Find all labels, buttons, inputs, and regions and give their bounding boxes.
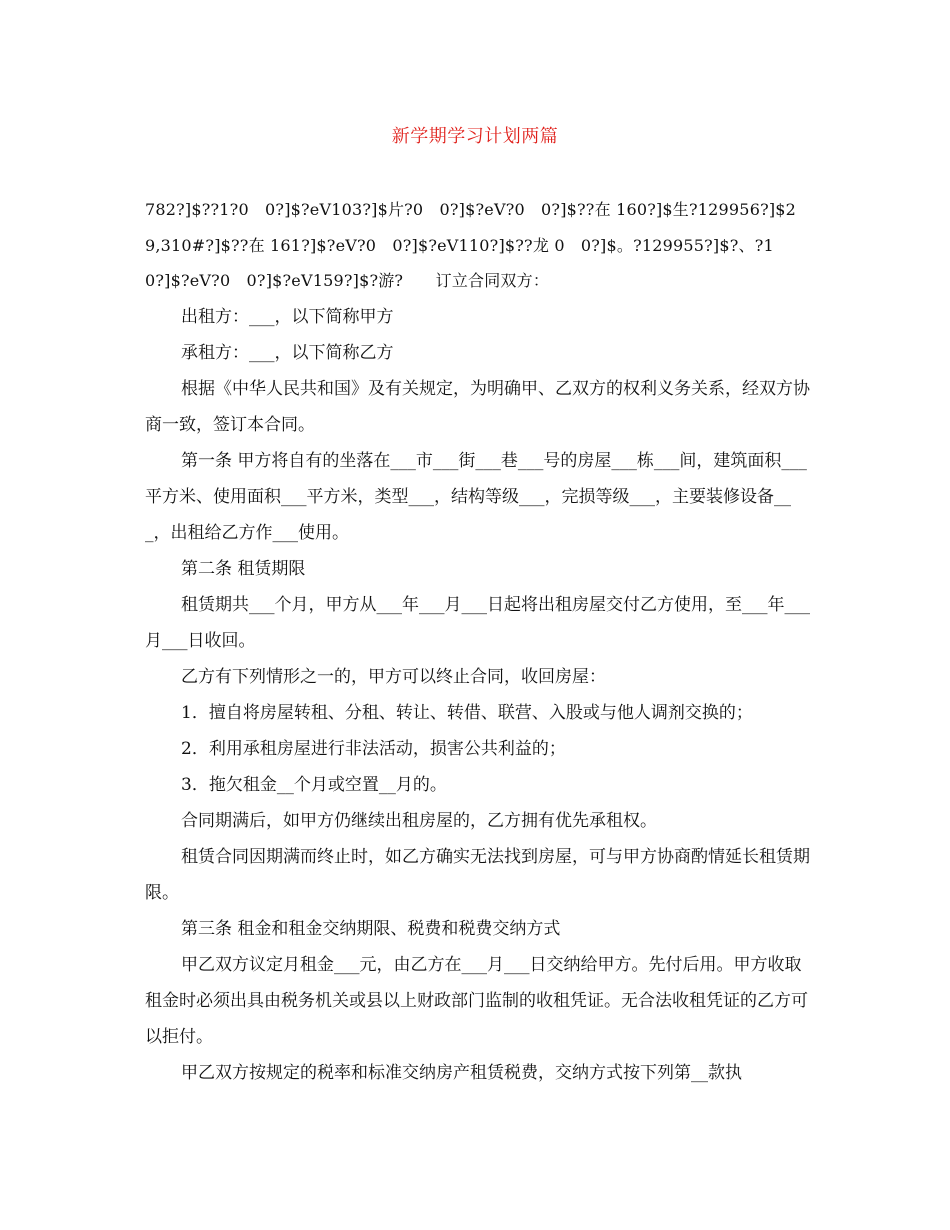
rent-paragraph: 甲乙双方议定月租金___元，由乙方在___月___日交纳给甲方。先付后用。甲方收取租金时必须出具由税务机关或县以上财政部门监制的收租凭证。无合法收租凭证的乙方可以拒付。 xyxy=(145,954,808,1047)
lessor-line: 出租方：___，以下简称甲方 xyxy=(181,306,394,327)
tax-paragraph: 甲乙双方按规定的税率和标准交纳房产租赁税费，交纳方式按下列第__款执 xyxy=(181,1062,742,1083)
preamble-paragraph: 根据《中华人民共和国》及有关规定，为明确甲、乙双方的权利义务关系，经双方协商一致，签订本合同。 xyxy=(145,378,810,435)
lessee-line: 承租方：___，以下简称乙方 xyxy=(181,342,394,363)
lease-term-paragraph: 租赁期共___个月，甲方从___年___月___日起将出租房屋交付乙方使用，至___年___月___日收回。 xyxy=(145,594,810,651)
article-2-heading: 第二条 租赁期限 xyxy=(181,558,306,579)
termination-item-3: 3．拖欠租金__个月或空置__月的。 xyxy=(181,774,447,795)
article-1-paragraph: 第一条 甲方将自有的坐落在___市___街___巷___号的房屋___栋___间，建筑面积___平方米、使用面积___平方米，类型___，结构等级___，完损等级___，主要装修设备___，出租给乙方作___使用。 xyxy=(145,450,807,543)
termination-item-1: 1．擅自将房屋转租、分租、转让、转借、联营、入股或与他人调剂交换的； xyxy=(181,702,753,723)
document-title: 新学期学习计划两篇 xyxy=(391,126,559,147)
article-3-heading: 第三条 租金和租金交纳期限、税费和税费交纳方式 xyxy=(181,918,561,939)
priority-renewal-paragraph: 合同期满后，如甲方仍继续出租房屋的，乙方拥有优先承租权。 xyxy=(181,810,657,831)
termination-intro: 乙方有下列情形之一的，甲方可以终止合同，收回房屋： xyxy=(181,666,606,687)
document-body xyxy=(145,192,810,1091)
garbled-header-paragraph: 782?]$??1?0 0?]$?eV103?]$片?0 0?]$?eV?0 0?]$??在 160?]$生?129956?]$29,310#?]$??在 161?]$?eV?0 0?]$?eV110?]$??龙 0 0?]$。?129955?]$?、?1 0?]$?eV?0 0?]$?eV159?]$?游? 订立合同双方： xyxy=(145,200,797,290)
termination-item-2: 2．利用承租房屋进行非法活动，损害公共利益的； xyxy=(181,738,566,759)
extension-paragraph: 租赁合同因期满而终止时，如乙方确实无法找到房屋，可与甲方协商酌情延长租赁期限。 xyxy=(145,846,810,903)
